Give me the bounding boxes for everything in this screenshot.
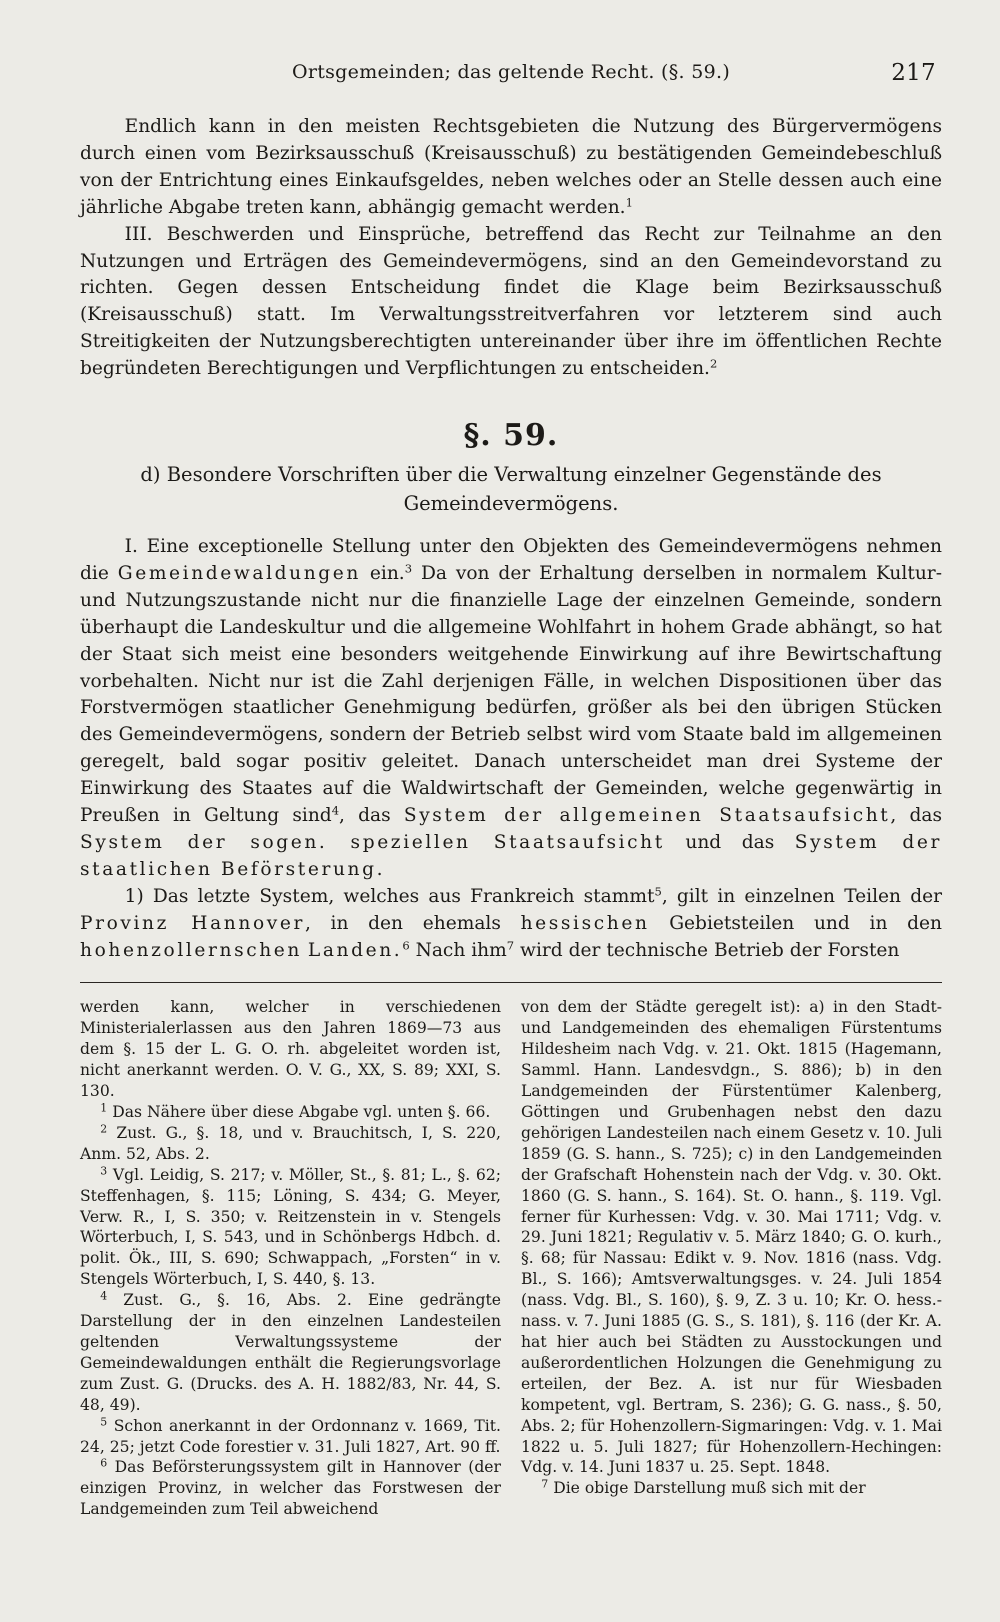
footnotes-left-column xyxy=(80,997,501,1520)
footnote-ref-6: 6 xyxy=(402,938,410,953)
paragraph-3-text-c: Da von der Erhaltung derselben in normalem Kultur- und Nutzungszustande nicht nur die finanzielle Lage der einzelnen Gemeinde, sondern überhaupt die Landeskultur und die allgemeine Wohlfahrt in hohem Grade abhängt, so hat der Staat sich meist eine besonders weitgehende Einwirkung auf ihre Bewirtschaftung vorbehalten. Nicht nur ist die Zahl derjenigen Fälle, in welchen Dispositionen über das Forstvermögen staatlicher Genehmigung bedürfen, größer als bei den übrigen Stücken des Gemeindevermögens, sondern der Betrieb selbst wird vom Staate bald im allgemeinen geregelt, bald sogar positiv geleitet. Danach unterscheidet man drei Systeme der Einwirkung des Staates auf die Waldwirtschaft der Gemeinden, welche gegenwärtig in Preußen in Geltung sind xyxy=(80,562,942,827)
footnote-1-number: 1 xyxy=(100,1101,108,1115)
page-number: 217 xyxy=(891,60,936,86)
footnote-3-number: 3 xyxy=(100,1164,108,1178)
footnote-continuation: werden kann, welcher in verschiedenen Ministerialerlassen aus den Jahren 1869—73 aus dem §. 15 der L. G. O. rh. abgeleitet worden ist, nicht anerkannt werden. O. V. G., XX, S. 89; XXI, S. 130. xyxy=(80,998,501,1101)
paragraph-3-text-g: . xyxy=(376,858,383,880)
paragraph-1-text: Endlich kann in den meisten Rechtsgebieten die Nutzung des Bürgervermögens durch einen vom Bezirksausschuß (Kreisausschuß) zu bestätigenden Gemeindebeschluß von der Entrichtung eines Einkaufsgeldes, neben welches oder an Stelle dessen auch eine jährliche Abgabe treten kann, abhängig gemacht werden. xyxy=(80,116,942,218)
paragraph-3-text-a: I. Eine exceptionelle Stellung unter den Objekten des Gemeindevermögens nehmen die xyxy=(80,535,942,584)
footnote-ref-2: 2 xyxy=(709,356,718,371)
footnote-6-number: 6 xyxy=(100,1456,108,1470)
section-number: §. 59. xyxy=(463,418,559,454)
main-text xyxy=(80,114,942,964)
paragraph-4-text-e: Landen. xyxy=(307,939,403,961)
paragraph-3 xyxy=(80,534,942,884)
footnote-2 xyxy=(80,1123,501,1165)
footnote-ref-5: 5 xyxy=(654,884,662,899)
footnote-divider xyxy=(80,982,942,983)
paragraph-3-emphasis-2: System der allgemeinen Staatsaufsicht xyxy=(403,805,891,827)
footnote-ref-3: 3 xyxy=(404,561,413,576)
paragraph-4-emphasis-2: hessischen xyxy=(520,912,650,934)
footnote-6 xyxy=(80,1457,501,1520)
footnote-7-text: Die obige Darstellung muß sich mit der xyxy=(553,1479,866,1498)
footnote-4 xyxy=(80,1290,501,1415)
paragraph-1 xyxy=(80,114,942,222)
footnote-4-text: Zust. G., §. 16, Abs. 2. Eine gedrängte Darstellung der in den einzelnen Landesteilen geltenden Verwaltungssysteme der Gemeindewaldungen enthält die Regierungsvorlage zum Zust. G. (Drucks. des A. H. 1882/83, Nr. 44, S. 48, 49). xyxy=(80,1291,501,1414)
paragraph-3-emphasis-1: Gemeindewaldungen xyxy=(117,562,361,584)
paragraph-4-text-g: wird der technische Betrieb der Forsten xyxy=(520,939,900,961)
footnote-3 xyxy=(80,1165,501,1290)
footnote-ref-7: 7 xyxy=(506,938,515,953)
footnote-ref-4: 4 xyxy=(331,803,340,818)
footnote-3-text: Vgl. Leidig, S. 217; v. Möller, St., §. 81; L., §. 62; Steffenhagen, §. 115; Löning, S. 434; G. Meyer, Verw. R., I, S. 350; v. Reitzenstein in v. Stengels Wörterbuch, I, S. 543, und in Schönbergs Hdbch. d. polit. Ök., III, S. 690; Schwappach, „Forsten“ in v. Stengels Wörterbuch, I, S. 440, §. 13. xyxy=(80,1165,501,1289)
running-head xyxy=(80,52,942,92)
paragraph-2-text: III. Beschwerden und Einsprüche, betreffend das Recht zur Teilnahme an den Nutzungen und Erträgen des Gemeindevermögens, sind an den Gemeindevorstand zu richten. Gegen dessen Entscheidung findet die Klage beim Bezirksausschuß (Kreisausschuß) statt. Im Verwaltungsstreitverfahren vor letzterem sind auch Streitigkeiten der Nutzungsberechtigten untereinander über ihre im öffentlichen Rechte begründeten Berechtigungen und Verpflichtungen zu entscheiden. xyxy=(80,223,942,380)
paragraph-4-emphasis-1: Provinz Hannover xyxy=(80,912,305,934)
paragraph-3-emphasis-4: System der staatlichen Beförsterung xyxy=(80,831,942,880)
footnote-1-text: Das Nähere über diese Abgabe vgl. unten §. 66. xyxy=(112,1103,491,1121)
paragraph-3-text-e: , das xyxy=(890,805,942,827)
footnotes xyxy=(80,997,942,1520)
paragraph-4-text-f: Nach ihm xyxy=(415,939,507,961)
paragraph-4-emphasis-3: hohenzollernschen xyxy=(80,939,302,961)
paragraph-4-text-a: 1) Das letzte System, welches aus Frankreich stammt xyxy=(124,885,655,907)
footnote-6-continuation: von dem der Städte geregelt ist): a) in den Stadt- und Landgemeinden des ehemaligen Fürstentums Hildesheim nach Vdg. v. 21. Okt. 1815 (Hagemann, Samml. Hann. Landesvdgn., S. 886); b) in den Landgemeinden der Fürstentümer Kalenberg, Göttingen und Grubenhagen nebst den dazu gehörigen Landesteilen nach einem Gesetz v. 10. Juli 1859 (G. S. hann., S. 725); c) in den Landgemeinden der Grafschaft Hohenstein nach der Vdg. v. 30. Okt. 1860 (G. S. hann., S. 164). St. O. hann., §. 119. Vgl. ferner für Kurhessen: Vdg. v. 30. Mai 1711; Vdg. v. 29. Juni 1821; Regulativ v. 5. März 1840; G. O. kurh., §. 68; für Nassau: Edikt v. 9. Nov. 1816 (nass. Vdg. Bl., S. 166); Amtsverwaltungsges. v. 24. Juli 1854 (nass. Vdg. Bl., S. 160), §. 9, Z. 3 u. 10; Kr. O. hess.-nass. v. 7. Juni 1885 (G. S., S. 181), §. 116 (der Kr. A. hat hier auch bei Städten zu Ausstockungen und außerordentlichen Holzungen die Genehmigung zu erteilen, der Bez. A. ist nur für Wiesbaden kompetent, vgl. Bertram, S. 236); G. G. nass., §. 50, Abs. 2; für Hohenzollern-Sigmaringen: Vdg. v. 1. Mai 1822 u. 5. Juli 1827; für Hohenzollern-Hechingen: Vdg. v. 14. Juni 1837 u. 25. Sept. 1848. xyxy=(521,998,942,1477)
footnote-1 xyxy=(80,1102,501,1123)
footnote-5-number: 5 xyxy=(100,1415,108,1429)
paragraph-4-text-c: , in den ehemals xyxy=(304,912,501,934)
footnote-6-text: Das Beförsterungssystem gilt in Hannover (der einzigen Provinz, in welcher das Forstwesen der Landgemeinden zum Teil abweichend xyxy=(80,1458,501,1519)
footnote-5 xyxy=(80,1416,501,1458)
running-title: Ortsgemeinden; das geltende Recht. (§. 59.) xyxy=(291,61,731,83)
footnote-5-text: Schon anerkannt in der Ordonnanz v. 1669, Tit. 24, 25; jetzt Code forestier v. 31. Juli 1827, Art. 90 ff. xyxy=(80,1416,501,1456)
paragraph-4-text-b: , gilt in einzelnen Teilen der xyxy=(661,885,942,907)
paragraph-3-text-d: , das xyxy=(339,805,391,827)
paragraph-3-text-b: ein. xyxy=(369,562,405,584)
footnote-2-text: Zust. G., §. 18, und v. Brauchitsch, I, S. 220, Anm. 52, Abs. 2. xyxy=(80,1123,501,1163)
footnotes-right-column xyxy=(521,997,942,1520)
paragraph-2 xyxy=(80,222,942,383)
footnote-ref-1: 1 xyxy=(625,195,633,210)
footnote-2-number: 2 xyxy=(100,1122,108,1136)
paragraph-3-text-f: und das xyxy=(685,831,775,853)
section-title: d) Besondere Vorschriften über die Verwaltung einzelner Gegenstände des Gemeindevermögens. xyxy=(140,462,882,515)
footnote-4-number: 4 xyxy=(100,1289,108,1303)
paragraph-4 xyxy=(80,884,942,965)
paragraph-4-text-d: Gebietsteilen und in den xyxy=(669,912,942,934)
footnote-7 xyxy=(521,1478,942,1499)
footnote-7-number: 7 xyxy=(541,1477,549,1491)
paragraph-3-emphasis-3: System der sogen. speziellen Staatsaufsicht xyxy=(80,831,665,853)
